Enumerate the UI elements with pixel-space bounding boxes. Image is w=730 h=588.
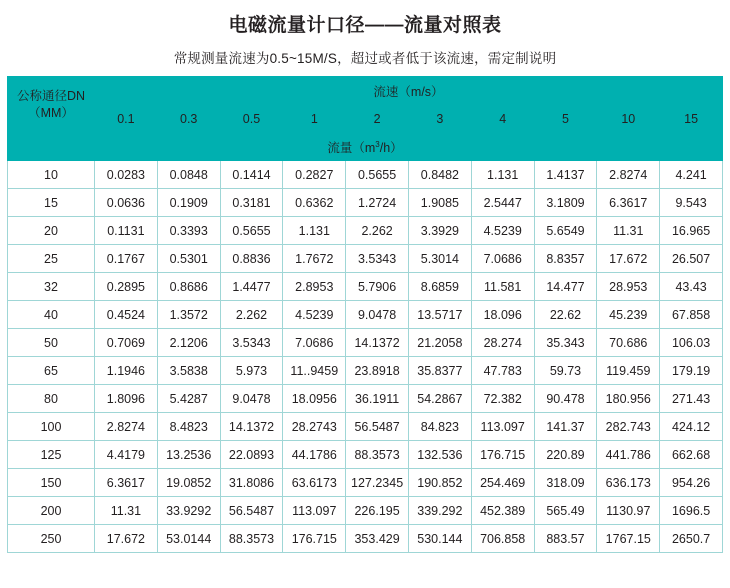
flow-header-suffix: /h） — [379, 140, 403, 155]
table-cell: 18.096 — [471, 301, 534, 329]
table-cell: 1.7672 — [283, 245, 346, 273]
table-cell: 0.1909 — [157, 189, 220, 217]
table-cell: 2.8274 — [95, 413, 158, 441]
table-cell: 13.2536 — [157, 441, 220, 469]
table-cell: 706.858 — [471, 525, 534, 553]
table-cell: 67.858 — [660, 301, 723, 329]
table-row — [8, 525, 723, 553]
table-cell: 14.1372 — [220, 413, 283, 441]
table-cell: 3.3929 — [408, 217, 471, 245]
table-cell: 63.6173 — [283, 469, 346, 497]
table-cell: 1.131 — [471, 161, 534, 189]
table-cell: 8.8357 — [534, 245, 597, 273]
table-cell: 4.5239 — [471, 217, 534, 245]
table-cell: 90.478 — [534, 385, 597, 413]
table-cell: 72.382 — [471, 385, 534, 413]
velocity-col-3: 1 — [283, 105, 346, 133]
column-header-dn-line1: 公称通径DN — [16, 88, 86, 103]
table-cell: 1.4137 — [534, 161, 597, 189]
table-cell: 565.49 — [534, 497, 597, 525]
table-cell: 1.9085 — [408, 189, 471, 217]
table-cell: 4.241 — [660, 161, 723, 189]
velocity-col-7: 5 — [534, 105, 597, 133]
table-cell: 59.73 — [534, 357, 597, 385]
table-cell: 14.1372 — [346, 329, 409, 357]
table-cell: 190.852 — [408, 469, 471, 497]
table-row — [8, 469, 723, 497]
table-header-row-2 — [8, 105, 723, 133]
table-cell: 2650.7 — [660, 525, 723, 553]
table-cell: 179.19 — [660, 357, 723, 385]
flow-reference-table — [7, 76, 723, 553]
table-header-row-1 — [8, 77, 723, 105]
table-cell: 0.8686 — [157, 273, 220, 301]
table-cell: 318.09 — [534, 469, 597, 497]
velocity-col-0: 0.1 — [95, 105, 158, 133]
table-cell: 0.2895 — [95, 273, 158, 301]
table-row — [8, 301, 723, 329]
velocity-col-5: 3 — [408, 105, 471, 133]
table-cell: 220.89 — [534, 441, 597, 469]
table-cell: 424.12 — [660, 413, 723, 441]
table-cell: 883.57 — [534, 525, 597, 553]
table-row — [8, 189, 723, 217]
table-cell: 4.4179 — [95, 441, 158, 469]
velocity-col-9: 15 — [660, 105, 723, 133]
row-header-dn: 20 — [8, 217, 95, 245]
table-cell: 33.9292 — [157, 497, 220, 525]
table-cell: 9.0478 — [220, 385, 283, 413]
table-cell: 226.195 — [346, 497, 409, 525]
column-header-dn-line2: （MM） — [28, 105, 74, 120]
table-cell: 1.1946 — [95, 357, 158, 385]
table-cell: 1.8096 — [95, 385, 158, 413]
table-cell: 6.3617 — [597, 189, 660, 217]
table-cell: 26.507 — [660, 245, 723, 273]
table-row — [8, 217, 723, 245]
table-row — [8, 329, 723, 357]
table-cell: 0.2827 — [283, 161, 346, 189]
table-cell: 7.0686 — [471, 245, 534, 273]
table-cell: 2.8274 — [597, 161, 660, 189]
table-cell: 43.43 — [660, 273, 723, 301]
table-cell: 0.0636 — [95, 189, 158, 217]
table-cell: 18.0956 — [283, 385, 346, 413]
table-cell: 132.536 — [408, 441, 471, 469]
row-header-dn: 150 — [8, 469, 95, 497]
table-cell: 11..9459 — [283, 357, 346, 385]
table-cell: 0.3393 — [157, 217, 220, 245]
table-cell: 5.4287 — [157, 385, 220, 413]
table-cell: 530.144 — [408, 525, 471, 553]
table-cell: 2.5447 — [471, 189, 534, 217]
column-header-dn — [8, 77, 95, 133]
table-cell: 14.477 — [534, 273, 597, 301]
table-cell: 11.581 — [471, 273, 534, 301]
table-cell: 8.6859 — [408, 273, 471, 301]
table-cell: 113.097 — [471, 413, 534, 441]
row-header-dn: 40 — [8, 301, 95, 329]
table-cell: 2.1206 — [157, 329, 220, 357]
table-cell: 70.686 — [597, 329, 660, 357]
column-header-velocity: 流速（m/s） — [95, 77, 723, 105]
table-cell: 176.715 — [283, 525, 346, 553]
table-cell: 0.7069 — [95, 329, 158, 357]
table-cell: 28.953 — [597, 273, 660, 301]
table-cell: 0.6362 — [283, 189, 346, 217]
table-cell: 0.5655 — [220, 217, 283, 245]
table-cell: 452.389 — [471, 497, 534, 525]
table-cell: 954.26 — [660, 469, 723, 497]
table-cell: 1130.97 — [597, 497, 660, 525]
table-cell: 0.5301 — [157, 245, 220, 273]
table-cell: 11.31 — [597, 217, 660, 245]
table-cell: 2.262 — [220, 301, 283, 329]
table-header-row-3 — [8, 133, 723, 161]
table-cell: 141.37 — [534, 413, 597, 441]
table-row — [8, 385, 723, 413]
row-header-dn: 32 — [8, 273, 95, 301]
table-row — [8, 245, 723, 273]
row-header-dn: 80 — [8, 385, 95, 413]
flow-header-sup: 3 — [375, 139, 380, 149]
table-cell: 2.262 — [346, 217, 409, 245]
table-cell: 0.5655 — [346, 161, 409, 189]
row-header-dn: 250 — [8, 525, 95, 553]
table-cell: 0.4524 — [95, 301, 158, 329]
table-cell: 3.1809 — [534, 189, 597, 217]
velocity-col-6: 4 — [471, 105, 534, 133]
table-cell: 44.1786 — [283, 441, 346, 469]
velocity-col-1: 0.3 — [157, 105, 220, 133]
row-header-dn: 125 — [8, 441, 95, 469]
page-title: 电磁流量计口径——流量对照表 — [228, 15, 502, 36]
table-cell: 1.4477 — [220, 273, 283, 301]
table-cell: 56.5487 — [220, 497, 283, 525]
table-cell: 1.2724 — [346, 189, 409, 217]
table-cell: 9.0478 — [346, 301, 409, 329]
table-cell: 17.672 — [597, 245, 660, 273]
table-cell: 35.343 — [534, 329, 597, 357]
table-cell: 0.1414 — [220, 161, 283, 189]
row-header-dn: 50 — [8, 329, 95, 357]
table-cell: 636.173 — [597, 469, 660, 497]
row-header-dn: 200 — [8, 497, 95, 525]
table-cell: 1.3572 — [157, 301, 220, 329]
velocity-col-2: 0.5 — [220, 105, 283, 133]
table-cell: 0.8482 — [408, 161, 471, 189]
table-row — [8, 161, 723, 189]
table-cell: 176.715 — [471, 441, 534, 469]
table-cell: 54.2867 — [408, 385, 471, 413]
table-cell: 9.543 — [660, 189, 723, 217]
table-cell: 119.459 — [597, 357, 660, 385]
table-cell: 35.8377 — [408, 357, 471, 385]
row-header-dn: 10 — [8, 161, 95, 189]
table-cell: 0.3181 — [220, 189, 283, 217]
table-cell: 5.3014 — [408, 245, 471, 273]
table-row — [8, 357, 723, 385]
table-cell: 5.7906 — [346, 273, 409, 301]
page-subtitle: 常规测量流速为0.5~15M/S，超过或者低于该流速，需定制说明 — [173, 51, 557, 66]
table-cell: 1696.5 — [660, 497, 723, 525]
table-row — [8, 441, 723, 469]
table-cell: 282.743 — [597, 413, 660, 441]
table-cell: 11.31 — [95, 497, 158, 525]
table-cell: 0.1767 — [95, 245, 158, 273]
row-header-dn: 25 — [8, 245, 95, 273]
table-cell: 47.783 — [471, 357, 534, 385]
table-row — [8, 497, 723, 525]
table-cell: 56.5487 — [346, 413, 409, 441]
table-cell: 106.03 — [660, 329, 723, 357]
table-cell: 113.097 — [283, 497, 346, 525]
table-cell: 0.0848 — [157, 161, 220, 189]
table-cell: 180.956 — [597, 385, 660, 413]
table-cell: 4.5239 — [283, 301, 346, 329]
table-cell: 339.292 — [408, 497, 471, 525]
table-cell: 53.0144 — [157, 525, 220, 553]
row-header-dn: 15 — [8, 189, 95, 217]
table-head — [8, 77, 723, 161]
table-cell: 22.62 — [534, 301, 597, 329]
table-cell: 6.3617 — [95, 469, 158, 497]
row-header-dn: 65 — [8, 357, 95, 385]
table-cell: 3.5343 — [220, 329, 283, 357]
table-cell: 353.429 — [346, 525, 409, 553]
table-cell: 5.6549 — [534, 217, 597, 245]
table-cell: 0.0283 — [95, 161, 158, 189]
table-cell: 3.5343 — [346, 245, 409, 273]
table-cell: 3.5838 — [157, 357, 220, 385]
table-cell: 5.973 — [220, 357, 283, 385]
table-cell: 0.8836 — [220, 245, 283, 273]
table-cell: 0.1131 — [95, 217, 158, 245]
table-cell: 8.4823 — [157, 413, 220, 441]
table-row — [8, 273, 723, 301]
table-cell: 254.469 — [471, 469, 534, 497]
table-cell: 23.8918 — [346, 357, 409, 385]
table-cell: 22.0893 — [220, 441, 283, 469]
row-header-dn: 100 — [8, 413, 95, 441]
table-cell: 28.274 — [471, 329, 534, 357]
table-cell: 45.239 — [597, 301, 660, 329]
table-cell: 16.965 — [660, 217, 723, 245]
table-cell: 28.2743 — [283, 413, 346, 441]
table-cell: 2.8953 — [283, 273, 346, 301]
velocity-col-4: 2 — [346, 105, 409, 133]
table-cell: 1767.15 — [597, 525, 660, 553]
table-cell: 88.3573 — [220, 525, 283, 553]
table-row — [8, 413, 723, 441]
table-cell: 662.68 — [660, 441, 723, 469]
table-body — [8, 161, 723, 553]
table-cell: 21.2058 — [408, 329, 471, 357]
flow-header-prefix: 流量（m — [327, 140, 376, 155]
table-cell: 84.823 — [408, 413, 471, 441]
table-cell: 36.1911 — [346, 385, 409, 413]
table-cell: 127.2345 — [346, 469, 409, 497]
table-cell: 17.672 — [95, 525, 158, 553]
table-cell: 13.5717 — [408, 301, 471, 329]
table-cell: 7.0686 — [283, 329, 346, 357]
table-cell: 31.8086 — [220, 469, 283, 497]
table-cell: 441.786 — [597, 441, 660, 469]
velocity-col-8: 10 — [597, 105, 660, 133]
table-cell: 271.43 — [660, 385, 723, 413]
table-cell: 88.3573 — [346, 441, 409, 469]
column-header-flow — [8, 133, 723, 161]
table-cell: 19.0852 — [157, 469, 220, 497]
table-cell: 1.131 — [283, 217, 346, 245]
